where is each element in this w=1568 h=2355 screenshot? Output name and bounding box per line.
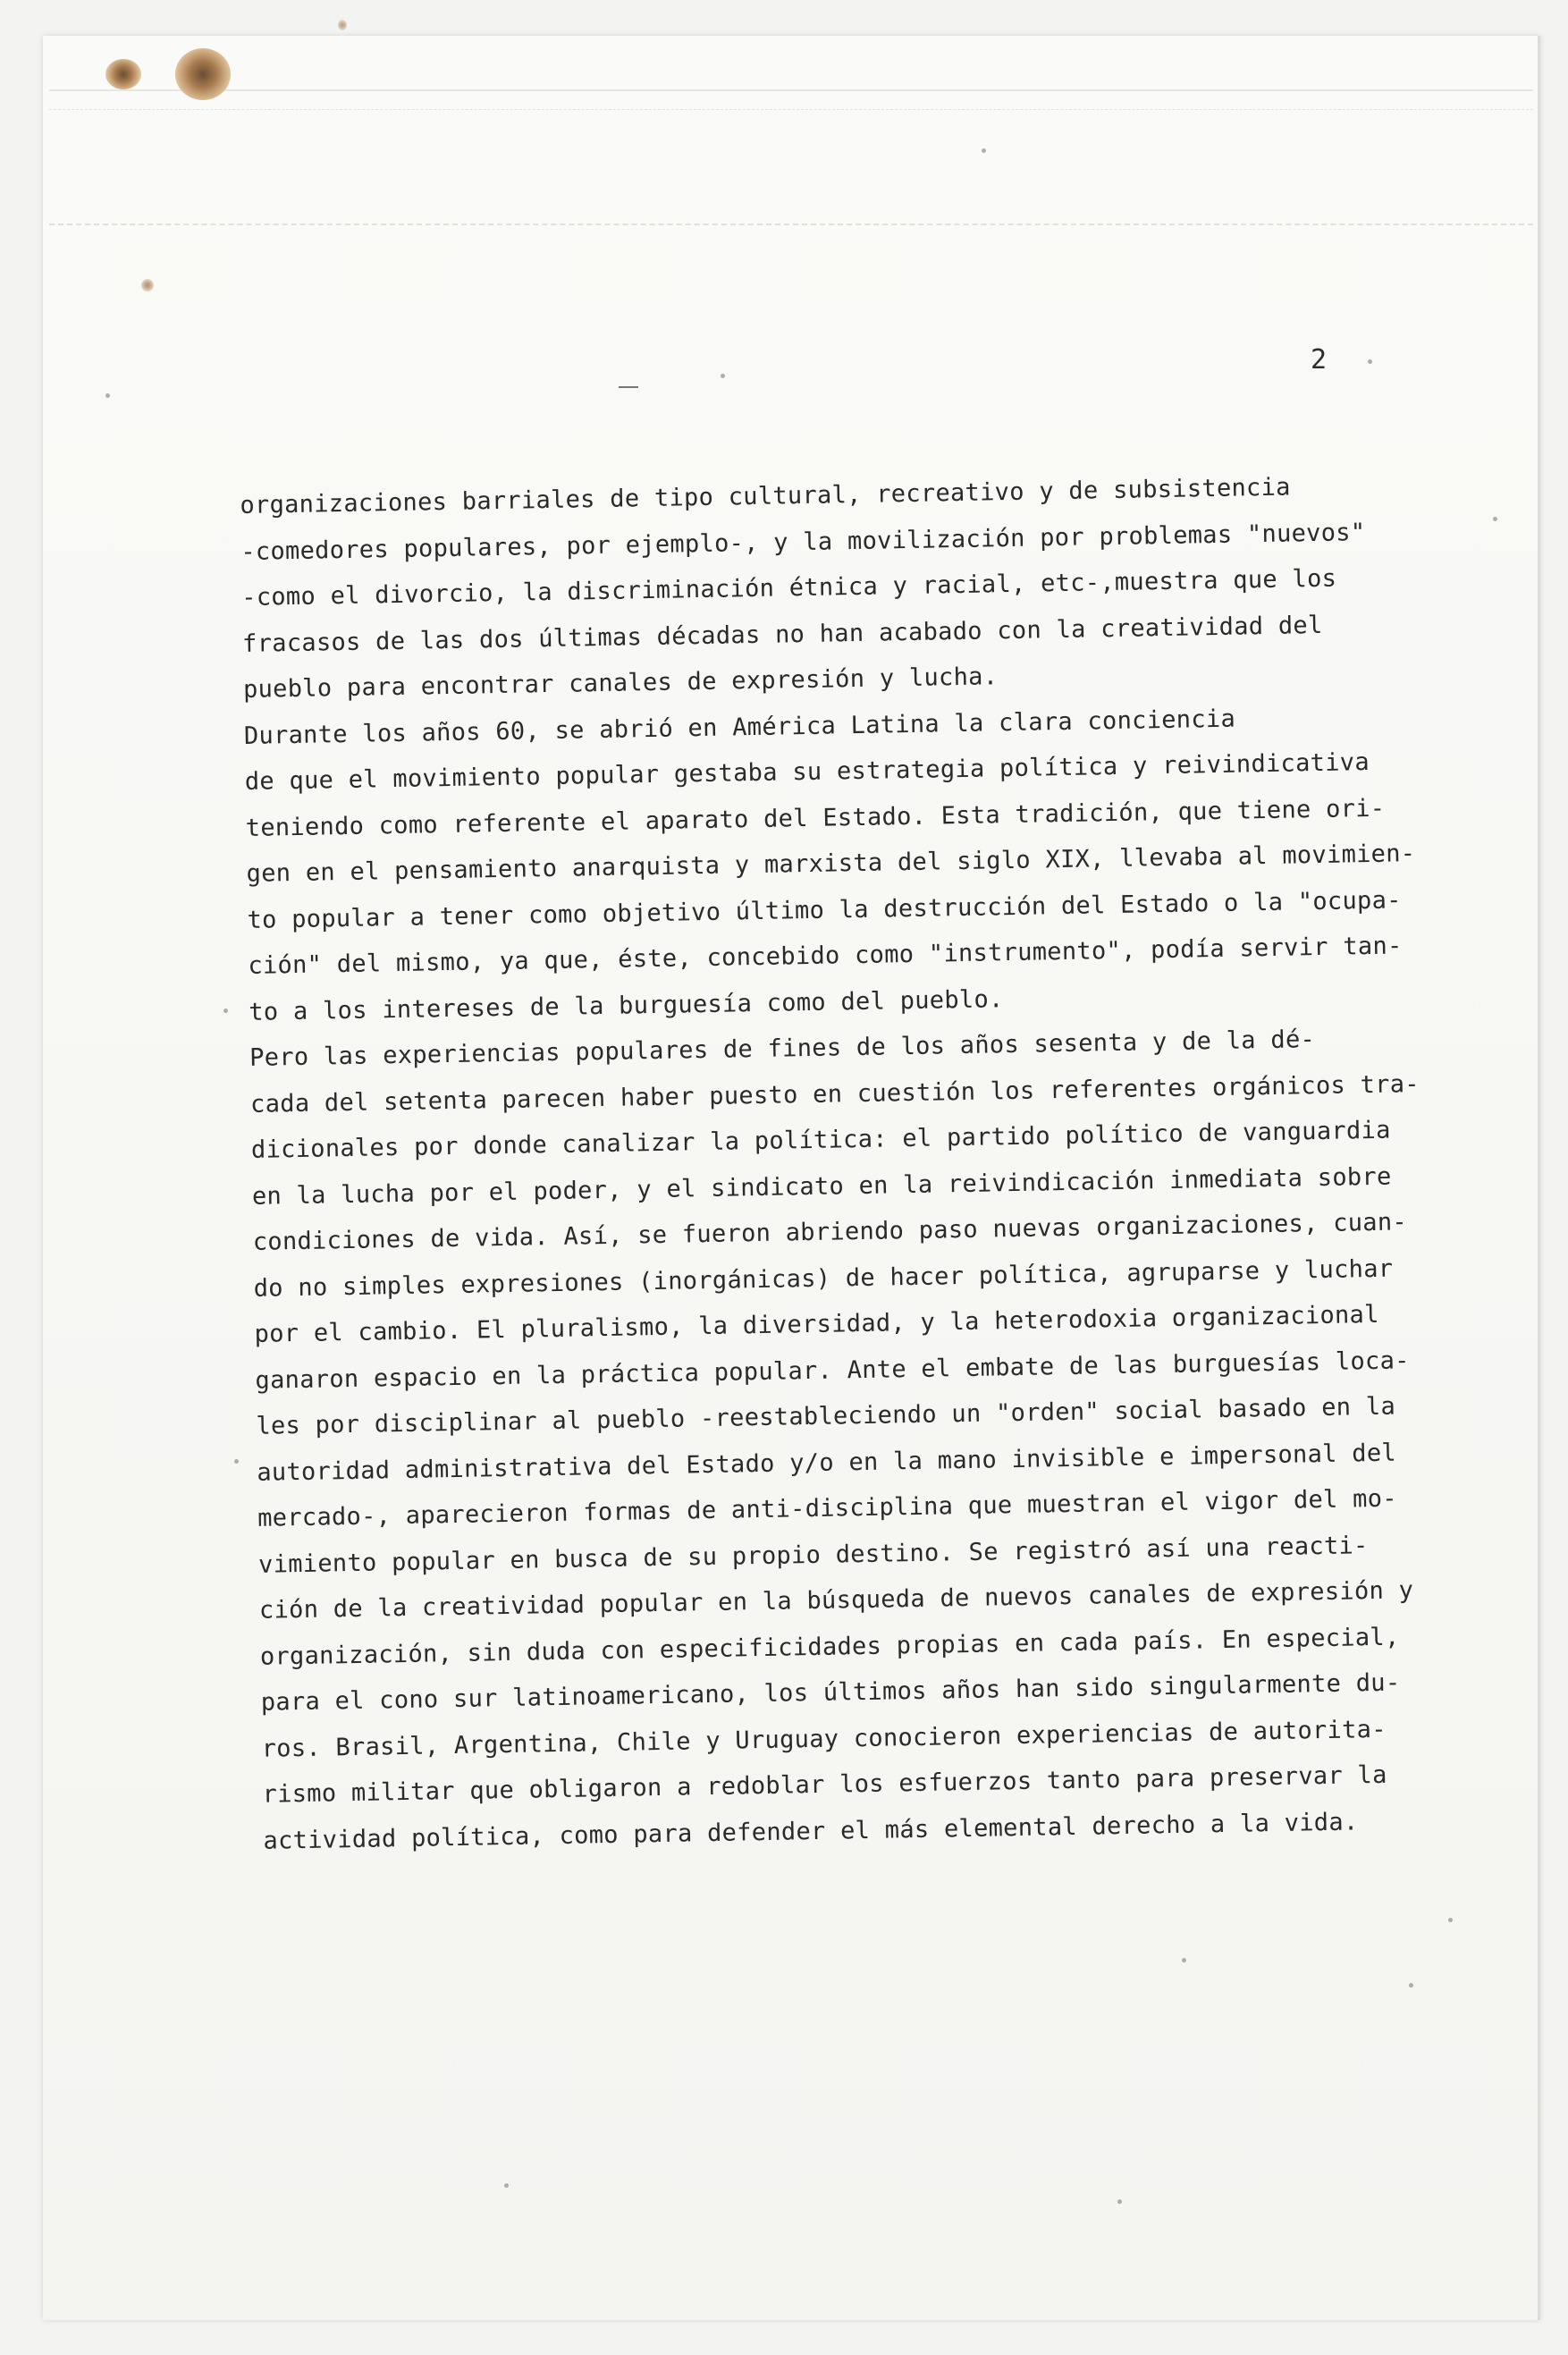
- text-line: autoridad administrativa del Estado y/o en la mano invisible e impersonal del: [257, 1439, 1397, 1487]
- text-line: en la lucha por el poder, y el sindicato en la reivindicación inmediata sobre: [251, 1162, 1392, 1211]
- ink-speck: [105, 393, 110, 398]
- text-line: -comedores populares, por ejemplo-, y la movilización por problemas "nuevos": [240, 518, 1366, 566]
- text-line: teniendo como referente el aparato del Estado. Esta tradición, que tiene ori-: [245, 794, 1386, 842]
- ink-speck: [1409, 1983, 1413, 1988]
- ink-speck: [1368, 359, 1372, 364]
- paragraph-1: [240, 461, 1459, 713]
- page-number: 2: [1311, 344, 1328, 376]
- text-line: pueblo para encontrar canales de expresión y lucha.: [242, 663, 999, 704]
- text-line: -como el divorcio, la discriminación étnica y racial, etc-,muestra que los: [240, 564, 1337, 612]
- text-line: de que el movimiento popular gestaba su estrategia política y reivindicativa: [244, 747, 1370, 796]
- text-line: Pero las experiencias populares de fines de los años sesenta y de la dé-: [249, 1026, 1316, 1072]
- text-line: para el cono sur latinoamericano, los últimos años han sido singularmente du-: [260, 1668, 1401, 1717]
- text-line: organizaciones barriales de tipo cultural, recreativo y de subsistencia: [240, 473, 1291, 519]
- text-line: gen en el pensamiento anarquista y marxista del siglo XIX, llevaba al movimien-: [246, 840, 1416, 888]
- ink-speck: [1117, 2199, 1122, 2204]
- ink-speck: [982, 148, 986, 153]
- body-text: [240, 461, 1479, 1864]
- ink-speck: [234, 1459, 239, 1464]
- ink-speck: [721, 374, 725, 378]
- header-dash: [619, 386, 638, 388]
- text-line: vimiento popular en busca de su propio destino. Se registró así una reacti-: [257, 1531, 1369, 1579]
- text-line: cada del setenta parecen haber puesto en cuestión los referentes orgánicos tra-: [249, 1069, 1420, 1118]
- ink-speck: [1448, 1918, 1453, 1922]
- rust-stain: [141, 279, 154, 291]
- ink-speck: [1182, 1958, 1186, 1962]
- text-line: ción" del mismo, ya que, éste, concebido como "instrumento", podía servir tan-: [248, 932, 1403, 980]
- text-line: to popular a tener como objetivo último la destrucción del Estado o la "ocupa-: [247, 885, 1402, 934]
- text-line: Durante los años 60, se abrió en América Latina la clara conciencia: [243, 705, 1236, 750]
- text-line: ganaron espacio en la práctica popular. Ante el embate de las burguesías loca-: [255, 1346, 1410, 1395]
- text-line: fracasos de las dos últimas décadas no han acabado con la creatividad del: [241, 611, 1323, 658]
- fold-strip-top: [49, 89, 1533, 110]
- rust-stain: [338, 20, 347, 30]
- text-line: actividad política, como para defender el más elemental derecho a la vida.: [263, 1807, 1359, 1855]
- paragraph-3: [249, 1014, 1479, 1864]
- text-line: les por disciplinar al pueblo -reestableciendo un "orden" social basado en la: [256, 1392, 1396, 1440]
- text-line: mercado-, aparecieron formas de anti-disciplina que muestran el vigor del mo-: [257, 1484, 1398, 1532]
- rust-stain: [175, 48, 231, 100]
- text-line: ros. Brasil, Argentina, Chile y Uruguay conocieron experiencias de autorita-: [261, 1715, 1387, 1763]
- rust-stain: [105, 59, 141, 89]
- text-line: rismo militar que obligaron a redoblar los esfuerzos tanto para preservar la: [262, 1760, 1387, 1809]
- fold-strip-lower: [49, 224, 1533, 229]
- ink-speck: [504, 2183, 509, 2188]
- text-line: ción de la creatividad popular en la búsqueda de nuevos canales de expresión y: [258, 1576, 1414, 1625]
- paragraph-2: [243, 692, 1464, 1035]
- text-line: do no simples expresiones (inorgánicas) de hacer política, agruparse y luchar: [253, 1254, 1394, 1303]
- text-line: to a los intereses de la burguesía como del pueblo.: [249, 984, 1004, 1026]
- ink-speck: [223, 1009, 228, 1013]
- text-line: por el cambio. El pluralismo, la diversidad, y la heterodoxia organizacional: [254, 1300, 1379, 1348]
- text-line: condiciones de vida. Así, se fueron abriendo paso nuevas organizaciones, cuan-: [252, 1208, 1408, 1256]
- text-line: organización, sin duda con especificidades propias en cada país. En especial,: [259, 1623, 1400, 1671]
- ink-speck: [1493, 517, 1497, 521]
- text-line: dicionales por donde canalizar la política: el partido político de vanguardia: [250, 1116, 1391, 1164]
